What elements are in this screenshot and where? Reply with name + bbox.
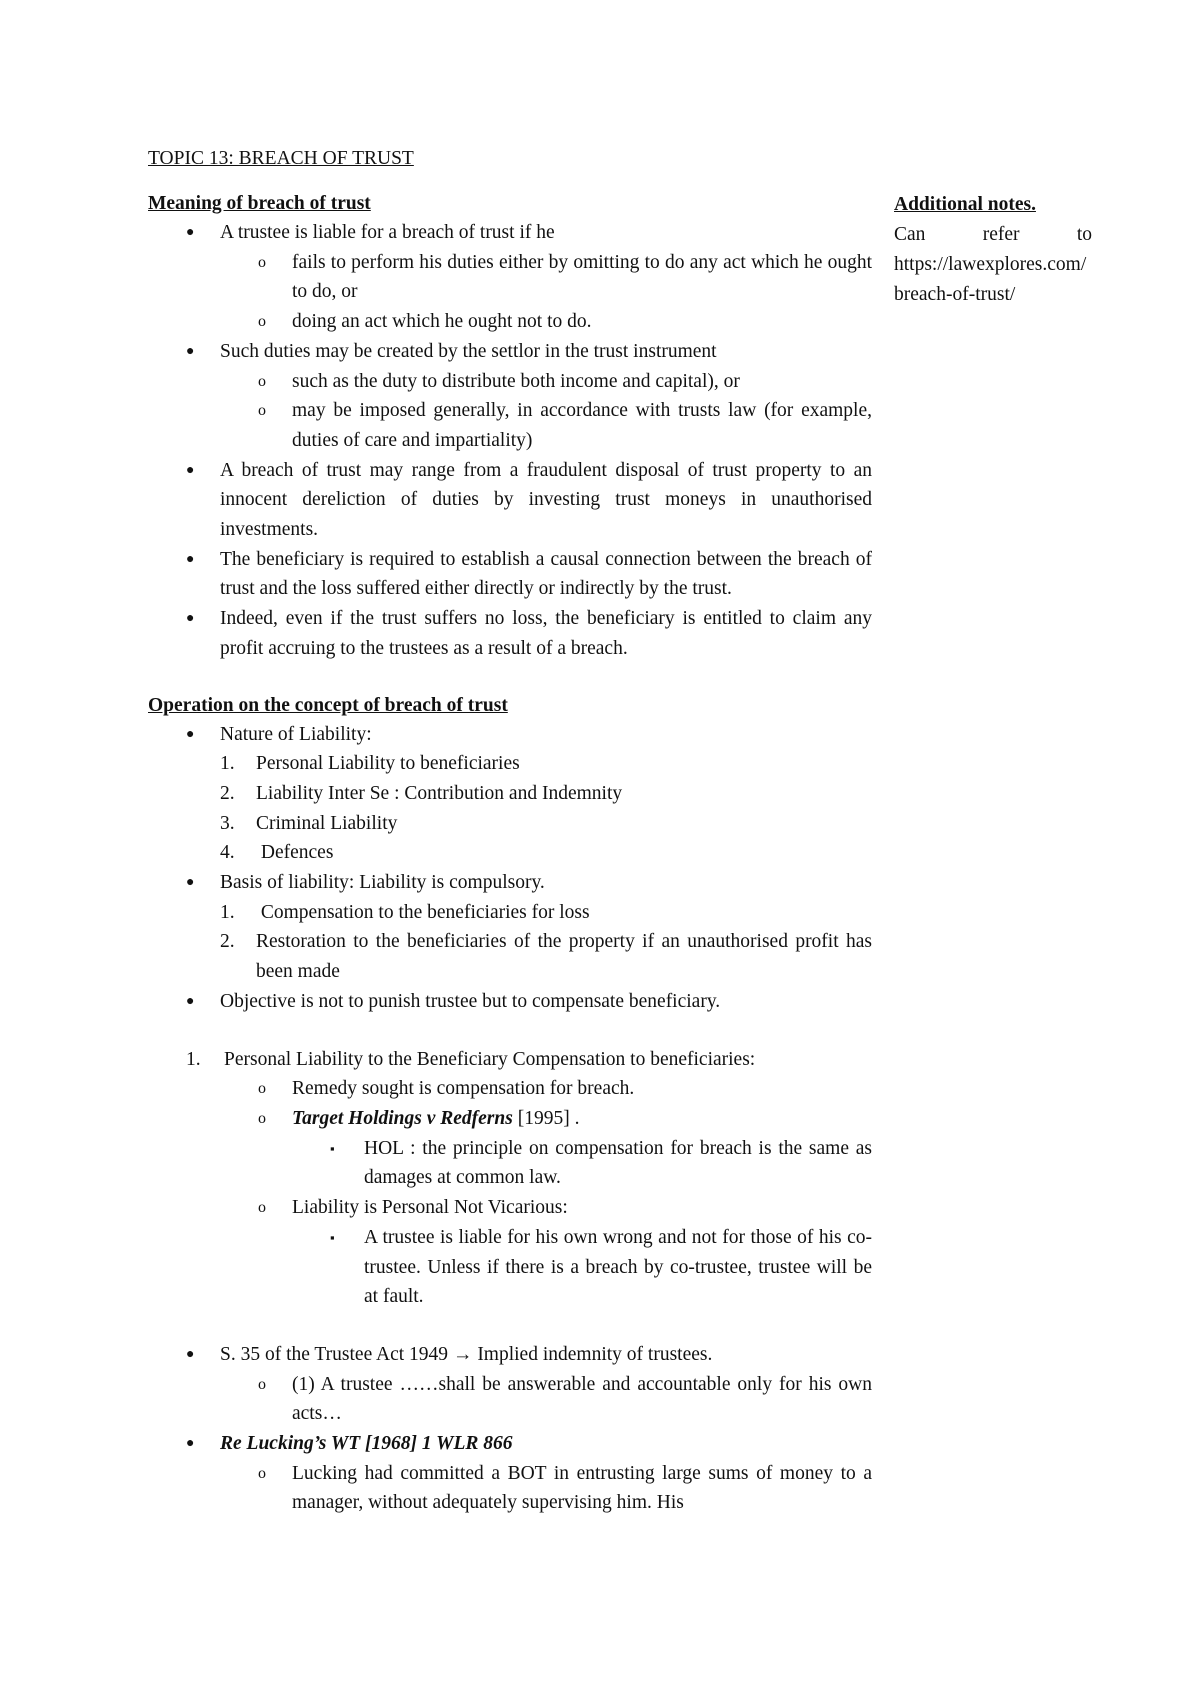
list-item: ▪ HOL : the principle on compensation for breach is the same as damages at common law. (148, 1134, 872, 1193)
list-item: o Target Holdings v Redferns [1995] . (148, 1104, 872, 1134)
list-item: ● Indeed, even if the trust suffers no loss, the beneficiary is entitled to claim any profit accruing to the trustees as a result of a breach. (148, 604, 872, 663)
list-item: ● A trustee is liable for a breach of trust if he (148, 218, 872, 248)
case-name: Re Lucking’s WT [1968] 1 WLR 866 (220, 1433, 513, 1455)
arrow-right-icon: → (452, 1343, 473, 1365)
list-item: ● S. 35 of the Trustee Act 1949 → Implied indemnity of trustees. (148, 1340, 872, 1370)
circle-bullet-icon: o (258, 1464, 266, 1482)
numbered-item: 1. Personal Liability to the Beneficiary Compensation to beneficiaries: (186, 1048, 756, 1070)
notes-heading: Additional notes. (894, 194, 1036, 215)
numbered-item: 1. Personal Liability to beneficiaries (220, 753, 520, 775)
circle-bullet-icon: o (258, 253, 266, 271)
circle-bullet-icon: o (258, 1375, 266, 1393)
numbered-item: 1. Compensation to the beneficiaries for loss (220, 901, 590, 923)
circle-bullet-icon: o (258, 1199, 266, 1217)
list-item (148, 1429, 872, 1459)
bullet-icon: ● (186, 551, 195, 567)
list-item: ● A breach of trust may range from a fraudulent disposal of trust property to an innocent dereliction of duties by investing trust moneys in unauthorised investments. (148, 456, 872, 545)
case-name: Target Holdings v Redferns (292, 1107, 513, 1129)
bullet-icon: ● (186, 875, 195, 891)
bullet-icon: ● (186, 462, 195, 478)
circle-bullet-icon: o (258, 372, 266, 390)
bullet-icon: ● (186, 1346, 195, 1362)
reference-link[interactable]: https://lawexplores.com/breach-of-trust/ (894, 254, 1087, 305)
circle-bullet-icon: o (258, 313, 266, 331)
list-item: o (1) A trustee ……shall be answerable and accountable only for his own acts… (148, 1370, 872, 1429)
additional-notes: Additional notes. Can refer to https://lawexplores.com/breach-of-trust/ (894, 190, 1092, 310)
list-item: ● Basis of liability: Liability is compulsory. (148, 868, 872, 898)
list-item: o Remedy sought is compensation for breach. (148, 1074, 872, 1104)
square-bullet-icon: ▪ (330, 1229, 335, 1245)
list-item: ● The beneficiary is required to establish a causal connection between the breach of trust and the loss suffered either directly or indirectly by the trust. (148, 545, 872, 604)
list-item: ● Nature of Liability: (148, 720, 872, 750)
list-item: ▪ A trustee is liable for his own wrong and not for those of his co-trustee. Unless if there is a breach by co-trustee, trustee will be at fault. (148, 1223, 872, 1312)
bullet-icon: ● (186, 343, 195, 359)
bullet-icon: ● (186, 225, 195, 240)
list-item: ● Such duties may be created by the settlor in the trust instrument (148, 337, 872, 367)
bullet-icon: ● (186, 1436, 195, 1452)
square-bullet-icon: ▪ (330, 1140, 335, 1156)
circle-bullet-icon: o (258, 1109, 266, 1127)
list-item: o Lucking had committed a BOT in entrusting large sums of money to a manager, without adequately supervising him. His (148, 1459, 872, 1518)
section-heading-meaning: Meaning of breach of trust (148, 193, 371, 214)
list-item: o Liability is Personal Not Vicarious: (148, 1193, 872, 1223)
circle-bullet-icon: o (258, 402, 266, 420)
bullet-icon: ● (186, 993, 195, 1009)
numbered-item: 3. Criminal Liability (220, 812, 398, 834)
page-title: TOPIC 13: BREACH OF TRUST (148, 148, 414, 169)
bullet-icon: ● (186, 726, 195, 742)
main-column (148, 144, 872, 1518)
list-item: o fails to perform his duties either by omitting to do any act which he ought to do, or (148, 248, 872, 307)
list-item: o may be imposed generally, in accordance with trusts law (for example, duties of care and impartiality) (148, 396, 872, 455)
list-item: o doing an act which he ought not to do. (148, 307, 872, 337)
section-heading-operation: Operation on the concept of breach of trust (148, 694, 508, 716)
circle-bullet-icon: o (258, 1080, 266, 1098)
list-item: ● Objective is not to punish trustee but to compensate beneficiary. (148, 987, 872, 1017)
numbered-item: 2. Restoration to the beneficiaries of the property if an unauthorised profit has been made (220, 931, 872, 983)
list-item: o such as the duty to distribute both income and capital), or (148, 367, 872, 397)
bullet-icon: ● (186, 611, 195, 627)
numbered-item: 2. Liability Inter Se : Contribution and Indemnity (220, 782, 623, 804)
numbered-item: 4. Defences (220, 842, 334, 864)
